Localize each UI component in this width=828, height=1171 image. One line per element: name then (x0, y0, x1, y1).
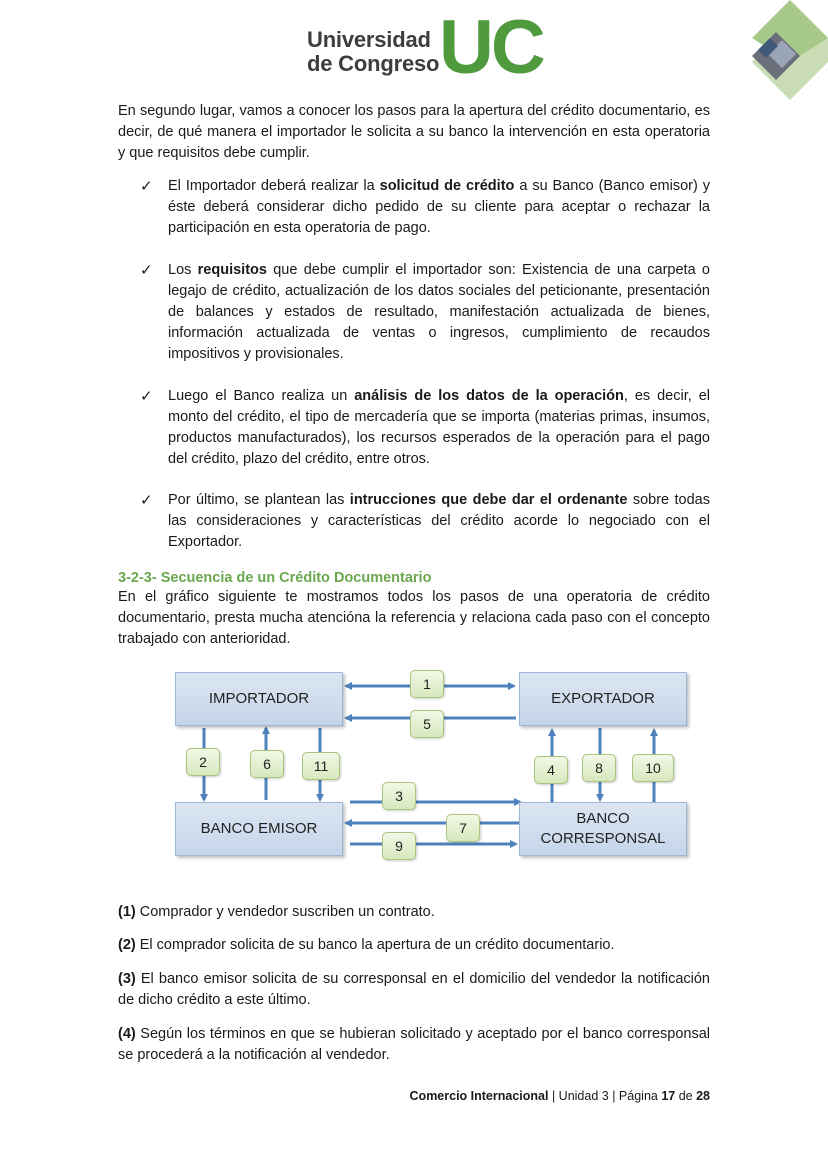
check-icon: ✓ (140, 492, 153, 509)
bullet-analisis (140, 386, 710, 470)
step-9: 9 (382, 832, 416, 860)
page-footer: Comercio Internacional | Unidad 3 | Página 17 de 28 (409, 1089, 710, 1103)
legend-item-4: (4) Según los términos en que se hubieran solicitado y aceptado por el banco corresponsal se procederá a la notificación al vendedor. (118, 1026, 710, 1063)
bullet-instrucciones (140, 490, 710, 553)
check-icon: ✓ (140, 388, 153, 405)
step-11: 11 (302, 752, 340, 780)
bullet-text: Luego el Banco realiza un análisis de los datos de la operación, es decir, el monto del crédito, el tipo de mercadería que se importa (materias primas, insumos, productos manufacturados), los recursos esperados de la operación para el pago del crédito, plazo del crédito, entre otros. (168, 388, 710, 467)
footer-unit: Unidad 3 (558, 1089, 609, 1103)
footer-course: Comercio Internacional (409, 1089, 549, 1103)
step-6: 6 (250, 750, 284, 778)
step-3: 3 (382, 782, 416, 810)
section-title: 3-2-3- Secuencia de un Crédito Documentario (118, 570, 432, 586)
logo-line-2: de Congreso (307, 51, 440, 76)
footer-total-pages: 28 (696, 1089, 710, 1103)
legend-item-2: (2) El comprador solicita de su banco la apertura de un crédito documentario. (118, 937, 615, 953)
check-icon: ✓ (140, 262, 153, 279)
box-banco-corresponsal (519, 802, 687, 856)
logo-line-1: Universidad (307, 27, 431, 52)
section-paragraph: En el gráfico siguiente te mostramos todos los pasos de una operatoria de crédito documentario, presta mucha atencióna la referencia y relaciona cada paso con el concepto trabajado con anterioridad. (118, 589, 710, 647)
check-icon: ✓ (140, 178, 153, 195)
step-1: 1 (410, 670, 444, 698)
university-logo (307, 5, 543, 90)
step-7: 7 (446, 814, 480, 842)
bullet-requisitos (140, 260, 710, 365)
step-8: 8 (582, 754, 616, 782)
bullet-solicitud (140, 176, 710, 239)
step-4: 4 (534, 756, 568, 784)
legend-item-3: (3) El banco emisor solicita de su corresponsal en el domicilio del vendedor la notificación de dicho crédito a este último. (118, 971, 710, 1008)
box-importador: IMPORTADOR (175, 672, 343, 726)
intro-paragraph: En segundo lugar, vamos a conocer los pasos para la apertura del crédito documentario, es decir, de qué manera el importador le solicita a su banco la intervención en esta operatoria y que requisitos debe cumplir. (118, 103, 710, 161)
step-2: 2 (186, 748, 220, 776)
bullet-text: Los requisitos que debe cumplir el importador son: Existencia de una carpeta o legajo de crédito, actualización de los datos sociales del peticionante, presentación de balances y estados de resultado, manifestación actualizada de bienes, información actualizada de ventas o ingresos, cumplimiento de recaudos impositivos y provisionales. (168, 262, 710, 362)
bullet-text: El Importador deberá realizar la solicitud de crédito a su Banco (Banco emisor) y éste deberá considerar dicho pedido de su cliente para aceptar o rechazar la participación en esta operatoria de pago. (168, 178, 710, 236)
footer-page-number: 17 (661, 1089, 676, 1103)
step-10: 10 (632, 754, 674, 782)
logo-text (307, 28, 439, 76)
box-banco-emisor: BANCO EMISOR (175, 802, 343, 856)
box-exportador: EXPORTADOR (519, 672, 687, 726)
step-5: 5 (410, 710, 444, 738)
banco-corresponsal-line-2: CORRESPONSAL (540, 830, 666, 847)
logo-mark: UC (439, 5, 543, 90)
credit-sequence-diagram (170, 668, 700, 868)
corner-decoration-icon (748, 0, 828, 100)
legend-item-1: (1) Comprador y vendedor suscriben un contrato. (118, 904, 435, 920)
bullet-text: Por último, se plantean las intrucciones que debe dar el ordenante sobre todas las consideraciones y características del crédito acorde lo negociado con el Exportador. (168, 492, 710, 550)
banco-corresponsal-line-1: BANCO (576, 810, 630, 827)
